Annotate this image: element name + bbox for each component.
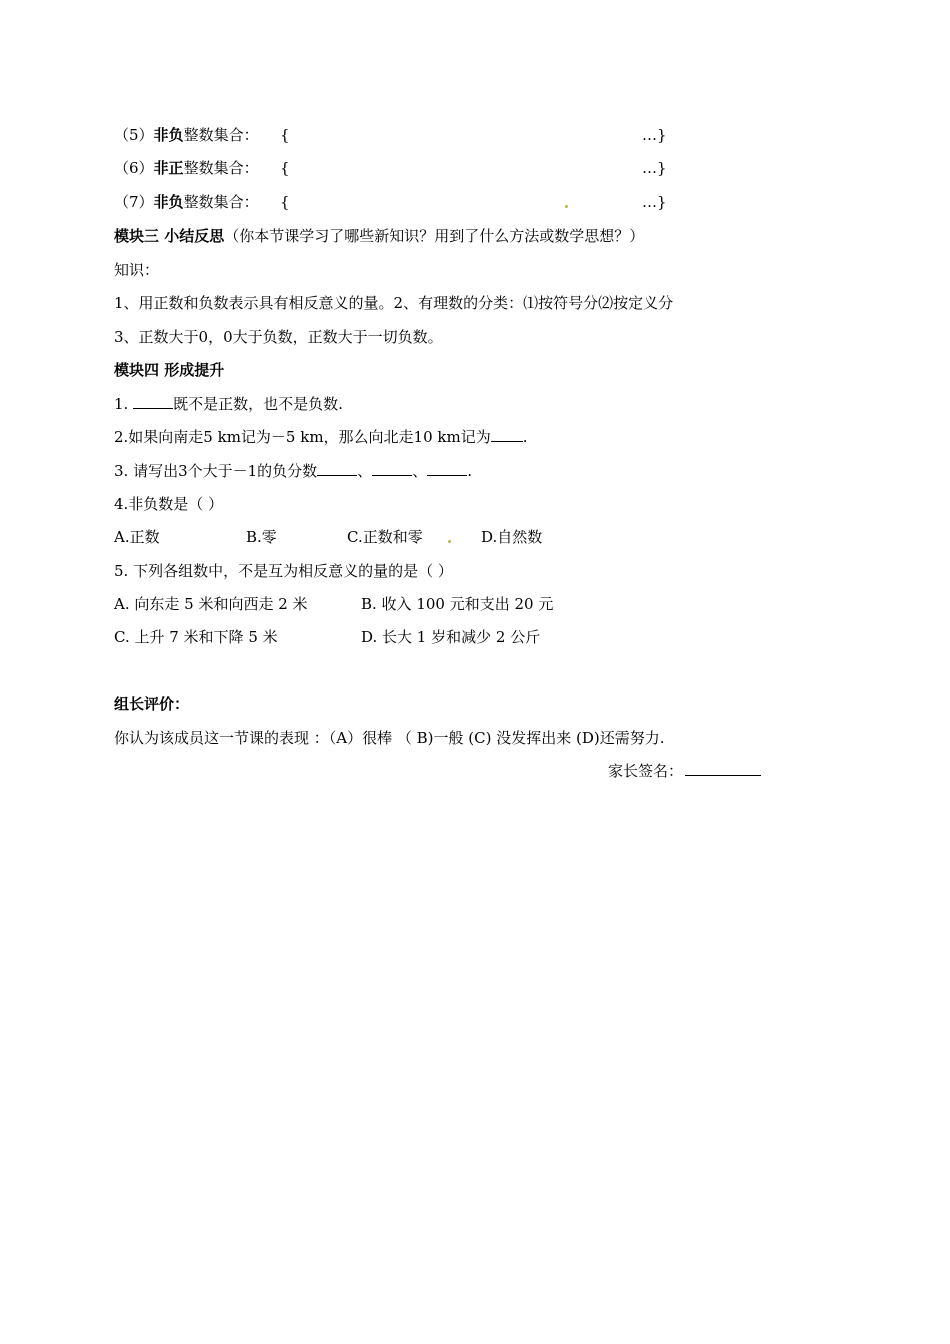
question-number: 1. (114, 395, 134, 413)
module4-title: 模块四 形成提升 (114, 361, 225, 379)
answer-blank (372, 461, 412, 476)
summary-point-2: 3、正数大于0，0大于负数，正数大于一切负数。 (114, 328, 443, 346)
q5-option-b: B. 收入 100 元和支出 20 元 (361, 595, 554, 613)
question-end: . (522, 428, 528, 446)
stray-dot-mark (565, 205, 568, 208)
answer-blank (317, 461, 357, 476)
set-close-ellipsis: …} (642, 193, 667, 211)
q5-option-a: A. 向东走 5 米和向西走 2 米 (114, 595, 308, 613)
parent-sign-label: 家长签名： (608, 762, 684, 780)
knowledge-label: 知识： (114, 261, 160, 279)
q4-option-d: D.自然数 (481, 528, 543, 546)
set-label: 整数集合： (183, 159, 259, 177)
separator: 、 (412, 462, 428, 480)
set-line-6 (114, 158, 259, 178)
module3-title: 模块三 小结反思 (114, 227, 225, 245)
module3-heading (114, 226, 644, 246)
evaluation-title: 组长评价： (114, 695, 190, 713)
answer-blank (491, 427, 523, 442)
question-2 (114, 427, 528, 447)
question-text: 既不是正数，也不是负数. (173, 395, 343, 413)
set-label: 整数集合： (183, 126, 259, 144)
set-qualifier: 非正 (153, 159, 184, 177)
evaluation-text: 你认为该成员这一节课的表现 ：（A）很棒 （ B)一般 (C) 没发挥出来 (D)还需努力. (114, 729, 665, 747)
signature-blank (685, 761, 761, 776)
set-line-5 (114, 125, 259, 145)
question-4: 4.非负数是（ ） (114, 495, 224, 513)
q4-option-c: C.正数和零 (347, 528, 423, 546)
set-number: （6） (114, 159, 154, 177)
question-text: 2.如果向南走5 km记为－5 km，那么向北走10 km记为 (114, 428, 491, 446)
answer-blank (427, 461, 467, 476)
set-label: 整数集合： (183, 193, 259, 211)
set-open-brace: { (280, 159, 290, 177)
set-number: （7） (114, 193, 154, 211)
question-3 (114, 461, 472, 481)
question-end: . (467, 462, 472, 480)
set-qualifier: 非负 (153, 126, 184, 144)
question-1 (114, 394, 343, 414)
q4-option-a: A.正数 (114, 528, 160, 546)
set-qualifier: 非负 (153, 193, 184, 211)
set-line-7 (114, 192, 259, 212)
stray-dot-mark (448, 540, 451, 543)
question-text: 3. 请写出3个大于－1的负分数 (114, 462, 318, 480)
set-open-brace: { (280, 193, 290, 211)
answer-blank (133, 394, 173, 409)
module3-prompt: （你本节课学习了哪些新知识？用到了什么方法或数学思想？） (224, 227, 645, 245)
set-close-ellipsis: …} (642, 126, 667, 144)
parent-signature (608, 761, 761, 781)
q5-option-d: D. 长大 1 岁和减少 2 公斤 (361, 628, 541, 646)
q4-option-b: B.零 (246, 528, 277, 546)
set-number: （5） (114, 126, 154, 144)
set-close-ellipsis: …} (642, 159, 667, 177)
set-open-brace: { (280, 126, 290, 144)
separator: 、 (357, 462, 373, 480)
question-5: 5. 下列各组数中，不是互为相反意义的量的是（ ） (114, 562, 453, 580)
summary-point-1: 1、用正数和负数表示具有相反意义的量。2、有理数的分类：⑴按符号分⑵按定义分 (114, 294, 674, 312)
q5-option-c: C. 上升 7 米和下降 5 米 (114, 628, 278, 646)
